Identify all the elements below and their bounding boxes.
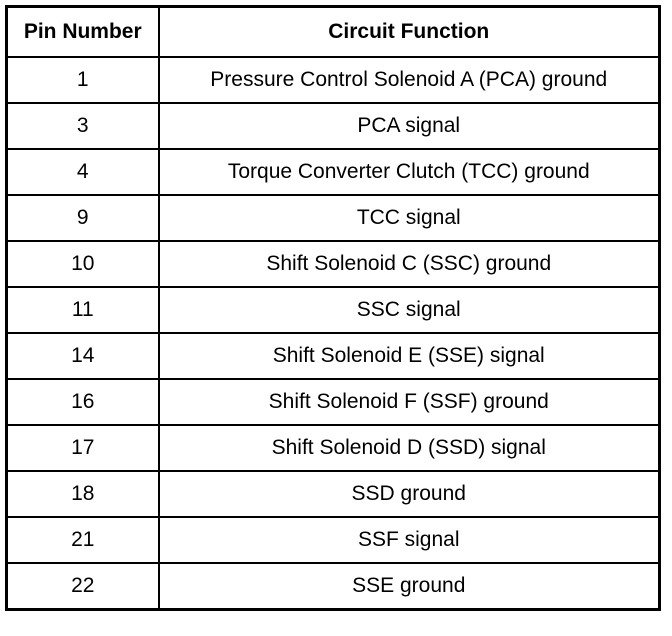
table-row bbox=[7, 103, 660, 149]
pin-number-cell: 11 bbox=[7, 287, 159, 333]
pin-number-cell: 1 bbox=[7, 57, 159, 103]
table-row bbox=[7, 195, 660, 241]
table-row bbox=[7, 563, 660, 610]
header-circuit-function: Circuit Function bbox=[159, 7, 660, 58]
circuit-function-cell: Shift Solenoid D (SSD) signal bbox=[159, 425, 660, 471]
circuit-function-cell: Shift Solenoid F (SSF) ground bbox=[159, 379, 660, 425]
pin-number-cell: 22 bbox=[7, 563, 159, 610]
circuit-function-cell: Shift Solenoid C (SSC) ground bbox=[159, 241, 660, 287]
circuit-function-cell: TCC signal bbox=[159, 195, 660, 241]
pin-number-cell: 18 bbox=[7, 471, 159, 517]
table-row bbox=[7, 425, 660, 471]
circuit-function-cell: Torque Converter Clutch (TCC) ground bbox=[159, 149, 660, 195]
table-row bbox=[7, 149, 660, 195]
circuit-function-cell: Shift Solenoid E (SSE) signal bbox=[159, 333, 660, 379]
table-row bbox=[7, 379, 660, 425]
pin-number-cell: 9 bbox=[7, 195, 159, 241]
pin-circuit-table bbox=[5, 5, 661, 611]
circuit-function-cell: SSF signal bbox=[159, 517, 660, 563]
circuit-function-cell: SSE ground bbox=[159, 563, 660, 610]
table-row bbox=[7, 333, 660, 379]
pin-number-cell: 4 bbox=[7, 149, 159, 195]
table-row bbox=[7, 241, 660, 287]
table-body bbox=[7, 57, 660, 610]
pin-number-cell: 3 bbox=[7, 103, 159, 149]
header-pin-number: Pin Number bbox=[7, 7, 159, 58]
pin-number-cell: 14 bbox=[7, 333, 159, 379]
pin-number-cell: 17 bbox=[7, 425, 159, 471]
table-row bbox=[7, 287, 660, 333]
circuit-function-cell: SSD ground bbox=[159, 471, 660, 517]
table-row bbox=[7, 471, 660, 517]
table-header-row bbox=[7, 7, 660, 58]
table-row bbox=[7, 517, 660, 563]
pin-number-cell: 16 bbox=[7, 379, 159, 425]
pin-number-cell: 21 bbox=[7, 517, 159, 563]
table-row bbox=[7, 57, 660, 103]
pin-number-cell: 10 bbox=[7, 241, 159, 287]
circuit-function-cell: SSC signal bbox=[159, 287, 660, 333]
circuit-function-cell: PCA signal bbox=[159, 103, 660, 149]
circuit-function-cell: Pressure Control Solenoid A (PCA) ground bbox=[159, 57, 660, 103]
